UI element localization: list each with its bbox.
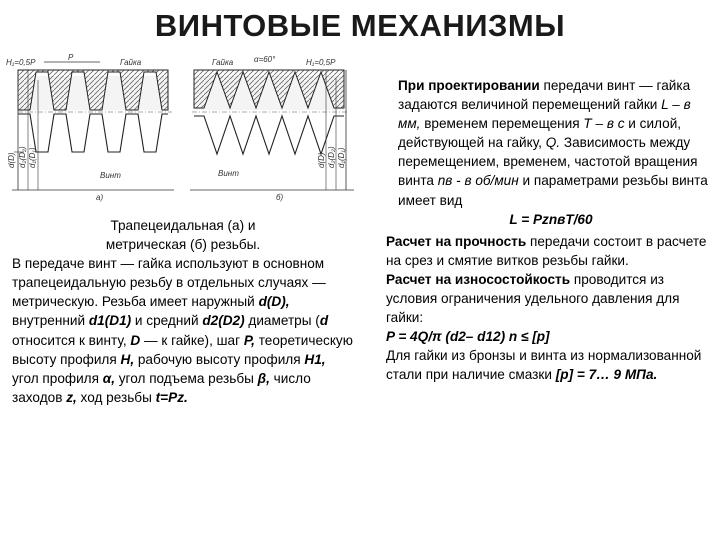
- formula-displacement: L = PznвT/60: [509, 211, 593, 227]
- wear-paragraph: Расчет на износостойкость проводится из условия ограничения удельного давления для гайки:: [386, 271, 680, 326]
- slide-title: ВИНТОВЫЕ МЕХАНИЗМЫ: [154, 8, 566, 43]
- metric-angle-label: α=60°: [254, 55, 276, 64]
- material-paragraph: Для гайки из бронзы и винта из нормализованной стали при наличие смазки [p] = 7… 9 МПа.: [386, 348, 702, 383]
- strength-paragraph: Расчет на прочность передачи состоит в расчете на срез и смятие витков резьбы гайки.: [386, 233, 707, 268]
- trapezoidal-thread-drawing: [6, 53, 174, 202]
- metric-thread-drawing: [190, 55, 354, 202]
- metric-screw-label: Винт: [218, 169, 239, 178]
- metric-h-label: H₁=0,5P: [306, 58, 336, 67]
- trap-nut-label: Гайка: [120, 58, 142, 67]
- trap-caption: a): [96, 193, 104, 202]
- figure-caption-line2: метрическая (б) резьбы.: [105, 237, 261, 253]
- trap-d-label: d(D): [7, 152, 16, 168]
- thread-profiles-figure: [4, 50, 362, 202]
- metric-d2-label: d₂(D₂): [327, 146, 336, 168]
- formula-pressure: P = 4Q/π (d2– d12) n ≤ [p]: [386, 329, 550, 345]
- metric-d1-label: d₁(D₁): [337, 147, 346, 168]
- metric-nut-label: Гайка: [212, 58, 234, 67]
- trap-h-label: H₁=0,5P: [6, 58, 36, 67]
- right-text-block: [386, 76, 716, 385]
- trap-screw-label: Винт: [100, 171, 121, 180]
- metric-d-label: d(D): [317, 152, 326, 168]
- figure-caption-line1: Трапецеидальная (а) и: [110, 218, 256, 233]
- trap-p-label: P: [68, 53, 74, 62]
- left-text-block: [12, 216, 354, 407]
- metric-caption: б): [276, 193, 284, 202]
- trap-d2-label: d₂(D₂): [18, 146, 27, 168]
- thread-description: В передаче винт — гайка используют в основном трапецеидальную резьбу в отдельных случаях — метрическую. Резьба имеет наружный d(D), внутренний d1(D1) и средний d2(D2) диаметры (d относится к винту, D — к гайке), шаг P, теоретическую высоту профиля H, рабочую высоту профиля H1, угол профиля α, угол подъема резьбы β, число заходов z, ход резьбы t=Pz.: [12, 256, 353, 405]
- design-paragraph: При проектировании передачи винт — гайка задаются величиной перемещений гайки L – в мм, временем перемещения T – в с и силой, действующей на гайку, Q. Зависимость между перемещением, временем, частотой вращения винта nв - в об/мин и параметрами резьбы винта имеет вид: [398, 78, 708, 208]
- trap-d1-label: d₁(D₁): [28, 147, 37, 168]
